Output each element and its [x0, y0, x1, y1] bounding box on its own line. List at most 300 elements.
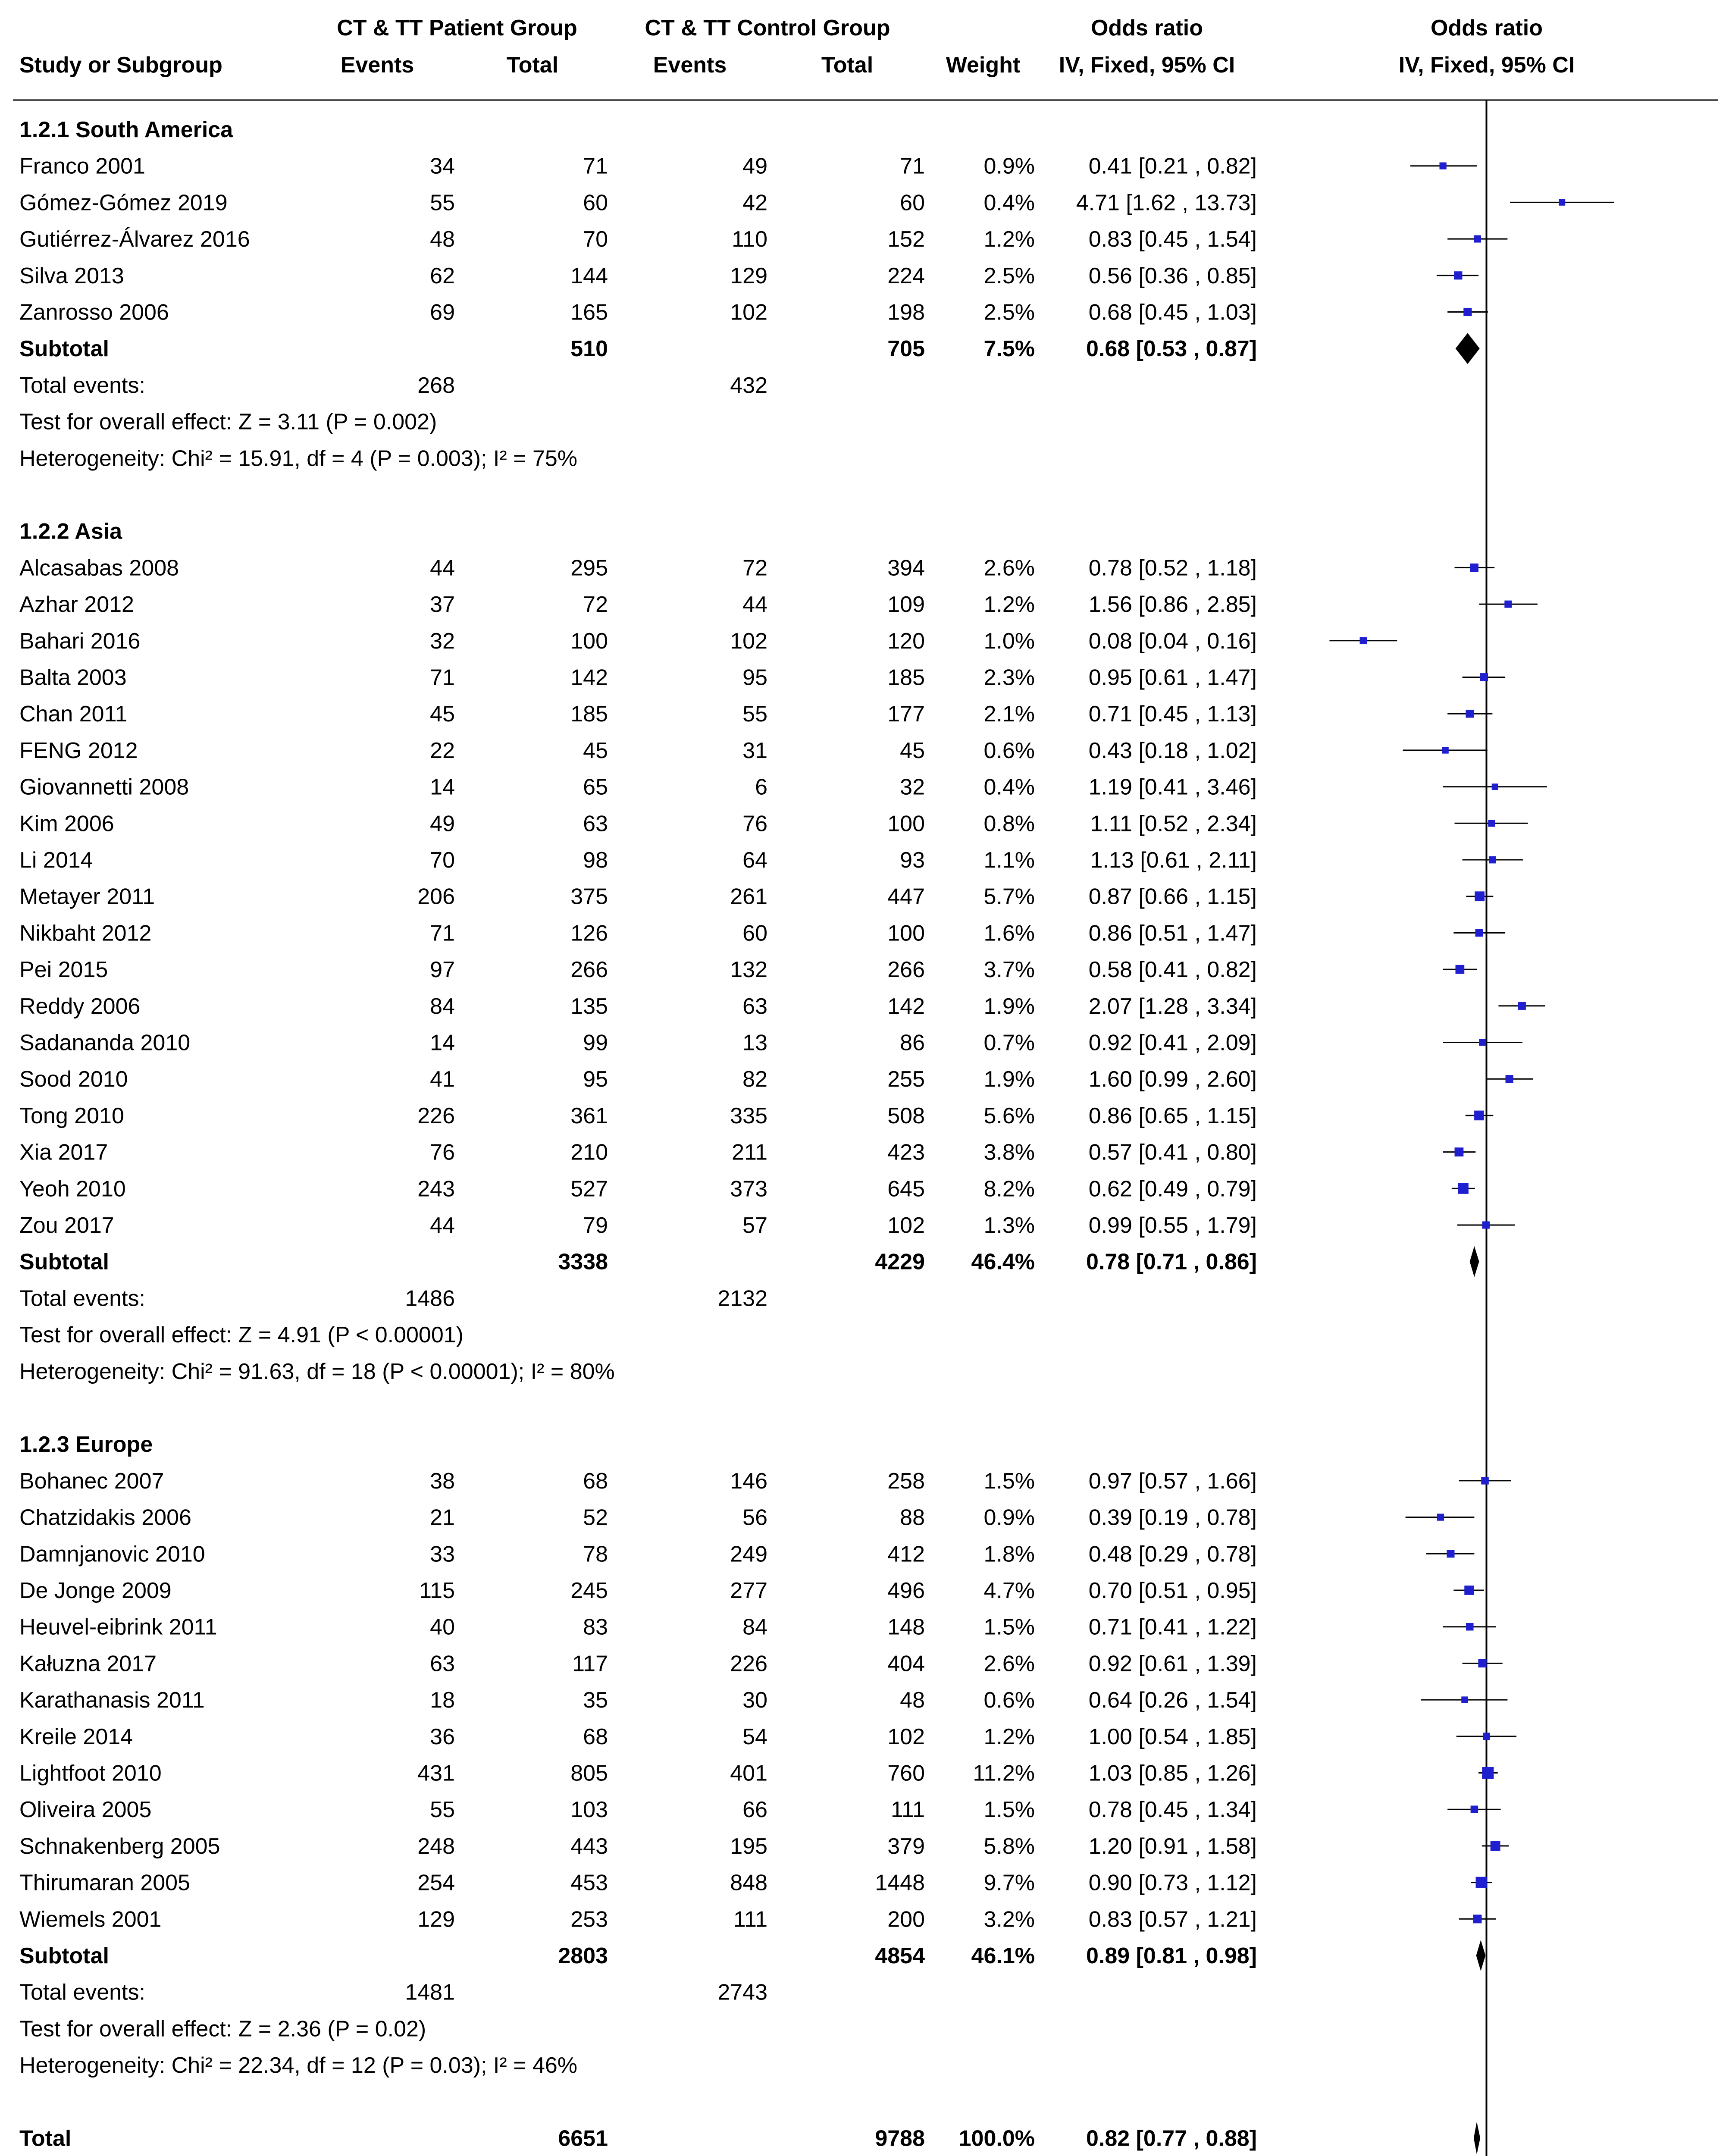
control-events: 31	[742, 738, 767, 763]
study-weight: 1.6%	[983, 921, 1035, 946]
study-name: Franco 2001	[19, 154, 145, 179]
patient-events: 254	[417, 1870, 455, 1896]
subtotal-diamond	[1456, 333, 1480, 364]
patient-total: 99	[583, 1030, 608, 1056]
control-events: 76	[742, 811, 767, 837]
study-odds-ratio: 0.86 [0.65 , 1.15]	[1088, 1103, 1257, 1128]
study-name: Yeoh 2010	[19, 1176, 126, 1202]
header-control-group: CT & TT Control Group	[645, 16, 890, 41]
control-events: 102	[730, 300, 767, 325]
study-weight: 2.6%	[983, 555, 1035, 581]
control-events: 49	[742, 154, 767, 179]
study-name: Lightfoot 2010	[19, 1761, 162, 1786]
patient-total: 185	[570, 702, 608, 727]
study-odds-ratio: 0.71 [0.45 , 1.13]	[1088, 702, 1257, 727]
control-events: 6	[755, 774, 767, 800]
patient-events: 55	[430, 1797, 455, 1823]
heterogeneity-text: Heterogeneity: Chi² = 22.34, df = 12 (P = 0.03); I² = 46%	[19, 2053, 578, 2078]
control-events: 102	[730, 628, 767, 654]
study-name: Kim 2006	[19, 811, 114, 837]
point-estimate	[1456, 965, 1465, 974]
study-odds-ratio: 0.78 [0.52 , 1.18]	[1088, 555, 1257, 581]
point-estimate	[1492, 783, 1498, 790]
control-events: 335	[730, 1103, 767, 1128]
study-name: Balta 2003	[19, 665, 127, 690]
point-estimate	[1491, 1841, 1500, 1851]
patient-total: 135	[570, 993, 608, 1019]
study-name: Heuvel-eibrink 2011	[19, 1614, 217, 1640]
control-total: 508	[887, 1103, 925, 1128]
control-events: 82	[742, 1067, 767, 1092]
patient-total: 245	[570, 1578, 608, 1603]
study-weight: 5.8%	[983, 1833, 1035, 1859]
total-events-control: 432	[730, 373, 767, 398]
study-name: Schnakenberg 2005	[19, 1833, 220, 1859]
study-name: Sadananda 2010	[19, 1030, 191, 1056]
patient-events: 243	[417, 1176, 455, 1202]
total-events-label: Total events:	[19, 1286, 145, 1311]
control-total: 100	[887, 811, 925, 837]
subtotal-diamond	[1476, 1940, 1486, 1971]
patient-events: 49	[430, 811, 455, 837]
study-odds-ratio: 0.90 [0.73 , 1.12]	[1088, 1870, 1257, 1896]
study-name: De Jonge 2009	[19, 1578, 172, 1603]
study-weight: 1.2%	[983, 592, 1035, 617]
point-estimate	[1481, 1477, 1489, 1485]
patient-events: 97	[430, 957, 455, 983]
study-odds-ratio: 1.03 [0.85 , 1.26]	[1088, 1761, 1257, 1786]
patient-total: 70	[583, 227, 608, 252]
study-weight: 2.5%	[983, 300, 1035, 325]
patient-total: 100	[570, 628, 608, 654]
study-name: Karathanasis 2011	[19, 1688, 205, 1713]
patient-events: 32	[430, 628, 455, 654]
point-estimate	[1471, 1805, 1478, 1813]
subgroup-title: 1.2.3 Europe	[19, 1432, 153, 1457]
patient-events: 41	[430, 1067, 455, 1092]
study-weight: 1.1%	[983, 848, 1035, 873]
control-total: 224	[887, 263, 925, 288]
patient-events: 44	[430, 1213, 455, 1238]
control-events: 226	[730, 1651, 767, 1677]
patient-total: 253	[570, 1907, 608, 1932]
control-total: 200	[887, 1907, 925, 1932]
study-name: Pei 2015	[19, 957, 108, 983]
study-weight: 1.9%	[983, 1067, 1035, 1092]
patient-total: 63	[583, 811, 608, 837]
control-total: 255	[887, 1067, 925, 1092]
subtotal-control-total: 4229	[875, 1249, 925, 1275]
study-name: Metayer 2011	[19, 884, 155, 909]
control-total: 496	[887, 1578, 925, 1603]
point-estimate	[1504, 601, 1512, 608]
header-total-patient: Total	[506, 53, 559, 78]
patient-events: 48	[430, 227, 455, 252]
study-odds-ratio: 0.99 [0.55 , 1.79]	[1088, 1213, 1257, 1238]
control-total: 645	[887, 1176, 925, 1202]
patient-events: 36	[430, 1724, 455, 1749]
control-events: 54	[742, 1724, 767, 1749]
point-estimate	[1478, 1659, 1486, 1667]
study-name: Chan 2011	[19, 702, 128, 727]
study-name: Chatzidakis 2006	[19, 1505, 191, 1530]
study-name: FENG 2012	[19, 738, 138, 763]
patient-events: 63	[430, 1651, 455, 1677]
study-weight: 1.2%	[983, 1724, 1035, 1749]
patient-events: 22	[430, 738, 455, 763]
point-estimate	[1440, 163, 1447, 169]
study-odds-ratio: 0.71 [0.41 , 1.22]	[1088, 1614, 1257, 1640]
study-odds-ratio: 0.62 [0.49 , 0.79]	[1088, 1176, 1257, 1202]
study-name: Damnjanovic 2010	[19, 1542, 205, 1567]
subtotal-label: Subtotal	[19, 336, 109, 362]
study-odds-ratio: 2.07 [1.28 , 3.34]	[1088, 993, 1257, 1019]
point-estimate	[1466, 1623, 1474, 1631]
subgroup-title: 1.2.2 Asia	[19, 519, 122, 544]
study-odds-ratio: 0.48 [0.29 , 0.78]	[1088, 1542, 1257, 1567]
patient-events: 431	[417, 1761, 455, 1786]
study-name: Kałuzna 2017	[19, 1651, 157, 1677]
control-events: 57	[742, 1213, 767, 1238]
control-events: 129	[730, 263, 767, 288]
control-total: 102	[887, 1213, 925, 1238]
study-name: Bohanec 2007	[19, 1468, 164, 1494]
patient-total: 295	[570, 555, 608, 581]
study-weight: 1.9%	[983, 993, 1035, 1019]
study-odds-ratio: 1.11 [0.52 , 2.34]	[1090, 811, 1257, 837]
patient-total: 35	[583, 1688, 608, 1713]
control-total: 111	[890, 1797, 925, 1823]
point-estimate	[1461, 1696, 1468, 1703]
point-estimate	[1455, 1147, 1464, 1156]
patient-total: 83	[583, 1614, 608, 1640]
study-weight: 0.6%	[983, 1688, 1035, 1713]
study-name: Xia 2017	[19, 1140, 108, 1165]
overall-effect-test: Test for overall effect: Z = 3.11 (P = 0.002)	[19, 409, 437, 435]
patient-events: 115	[419, 1578, 455, 1603]
study-name: Li 2014	[19, 848, 93, 873]
study-weight: 1.3%	[983, 1213, 1035, 1238]
subtotal-weight: 46.4%	[971, 1249, 1035, 1275]
patient-total: 65	[583, 774, 608, 800]
study-weight: 0.8%	[983, 811, 1035, 837]
study-weight: 1.2%	[983, 227, 1035, 252]
control-total: 266	[887, 957, 925, 983]
study-odds-ratio: 1.19 [0.41 , 3.46]	[1088, 774, 1257, 800]
study-weight: 0.4%	[983, 774, 1035, 800]
control-total: 1448	[875, 1870, 925, 1896]
study-name: Giovannetti 2008	[19, 774, 189, 800]
patient-events: 70	[430, 848, 455, 873]
total-label: Total	[19, 2126, 72, 2151]
patient-events: 71	[430, 921, 455, 946]
point-estimate	[1458, 1183, 1469, 1194]
study-odds-ratio: 0.41 [0.21 , 0.82]	[1088, 154, 1257, 179]
control-events: 373	[730, 1176, 767, 1202]
study-odds-ratio: 0.83 [0.45 , 1.54]	[1088, 227, 1257, 252]
control-total: 258	[887, 1468, 925, 1494]
patient-events: 14	[430, 774, 455, 800]
subtotal-odds-ratio: 0.68 [0.53 , 0.87]	[1086, 336, 1257, 362]
total-odds-ratio: 0.82 [0.77 , 0.88]	[1086, 2126, 1257, 2151]
patient-total: 165	[570, 300, 608, 325]
control-total: 142	[887, 993, 925, 1019]
patient-total: 144	[570, 263, 608, 288]
control-total: 71	[900, 154, 925, 179]
point-estimate	[1360, 637, 1367, 645]
control-events: 60	[742, 921, 767, 946]
control-total: 379	[887, 1833, 925, 1859]
control-events: 401	[730, 1761, 767, 1786]
control-events: 111	[733, 1907, 767, 1932]
control-total: 198	[887, 300, 925, 325]
total-events-patient: 268	[417, 373, 455, 398]
study-name: Nikbaht 2012	[19, 921, 152, 946]
control-events: 146	[730, 1468, 767, 1494]
header-study: Study or Subgroup	[19, 53, 222, 78]
header-or-method: IV, Fixed, 95% CI	[1059, 53, 1235, 78]
control-events: 42	[742, 190, 767, 216]
total-events-control: 2132	[717, 1286, 767, 1311]
patient-events: 226	[417, 1103, 455, 1128]
control-events: 848	[730, 1870, 767, 1896]
total-events-patient: 1486	[405, 1286, 455, 1311]
study-weight: 8.2%	[983, 1176, 1035, 1202]
subtotal-weight: 7.5%	[983, 336, 1035, 362]
point-estimate	[1482, 1221, 1490, 1228]
study-weight: 1.0%	[983, 628, 1035, 654]
control-total: 60	[900, 190, 925, 216]
patient-total: 453	[570, 1870, 608, 1896]
patient-events: 33	[430, 1542, 455, 1567]
study-weight: 9.7%	[983, 1870, 1035, 1896]
control-events: 110	[732, 227, 767, 252]
study-weight: 3.8%	[983, 1140, 1035, 1165]
patient-total: 103	[570, 1797, 608, 1823]
study-name: Reddy 2006	[19, 993, 141, 1019]
control-events: 56	[742, 1505, 767, 1530]
study-weight: 0.9%	[983, 154, 1035, 179]
study-weight: 0.7%	[983, 1030, 1035, 1056]
study-name: Alcasabas 2008	[19, 555, 179, 581]
control-total: 109	[887, 592, 925, 617]
patient-events: 45	[430, 702, 455, 727]
control-total: 447	[887, 884, 925, 909]
patient-events: 129	[417, 1907, 455, 1932]
total-diamond	[1474, 2122, 1480, 2155]
point-estimate	[1488, 820, 1495, 827]
study-name: Tong 2010	[19, 1103, 124, 1128]
study-weight: 1.5%	[983, 1797, 1035, 1823]
point-estimate	[1518, 1002, 1526, 1010]
study-weight: 5.7%	[983, 884, 1035, 909]
patient-total: 805	[570, 1761, 608, 1786]
patient-total: 361	[570, 1103, 608, 1128]
study-odds-ratio: 1.20 [0.91 , 1.58]	[1088, 1833, 1257, 1859]
study-weight: 2.5%	[983, 263, 1035, 288]
study-weight: 0.4%	[983, 190, 1035, 216]
control-total: 404	[887, 1651, 925, 1677]
point-estimate	[1470, 564, 1478, 572]
control-total: 760	[887, 1761, 925, 1786]
patient-total: 95	[583, 1067, 608, 1092]
patient-total: 78	[583, 1542, 608, 1567]
study-name: Sood 2010	[19, 1067, 128, 1092]
control-total: 394	[887, 555, 925, 581]
overall-effect-test: Test for overall effect: Z = 2.36 (P = 0.02)	[19, 2016, 426, 2042]
study-odds-ratio: 4.71 [1.62 , 13.73]	[1076, 190, 1257, 216]
study-weight: 5.6%	[983, 1103, 1035, 1128]
patient-events: 71	[430, 665, 455, 690]
heterogeneity-text: Heterogeneity: Chi² = 91.63, df = 18 (P < 0.00001); I² = 80%	[19, 1359, 615, 1384]
patient-total: 60	[583, 190, 608, 216]
point-estimate	[1482, 1767, 1494, 1779]
study-name: Kreile 2014	[19, 1724, 133, 1749]
control-total: 120	[887, 628, 925, 654]
study-weight: 4.7%	[983, 1578, 1035, 1603]
patient-total: 126	[570, 921, 608, 946]
point-estimate	[1475, 891, 1485, 901]
study-odds-ratio: 1.13 [0.61 , 2.11]	[1090, 848, 1257, 873]
control-events: 13	[742, 1030, 767, 1056]
study-odds-ratio: 0.43 [0.18 , 1.02]	[1088, 738, 1257, 763]
point-estimate	[1483, 1733, 1490, 1740]
control-events: 277	[730, 1578, 767, 1603]
header-or-method-plot: IV, Fixed, 95% CI	[1398, 53, 1575, 78]
study-odds-ratio: 0.95 [0.61 , 1.47]	[1088, 665, 1257, 690]
patient-events: 18	[430, 1688, 455, 1713]
control-total: 88	[900, 1505, 925, 1530]
total-events-control: 2743	[717, 1980, 767, 2005]
study-odds-ratio: 1.00 [0.54 , 1.85]	[1088, 1724, 1257, 1749]
subtotal-patient-total: 3338	[558, 1249, 608, 1275]
point-estimate	[1474, 235, 1481, 243]
study-odds-ratio: 0.08 [0.04 , 0.16]	[1088, 628, 1257, 654]
control-total: 177	[887, 702, 925, 727]
study-odds-ratio: 0.57 [0.41 , 0.80]	[1088, 1140, 1257, 1165]
study-weight: 2.1%	[983, 702, 1035, 727]
study-name: Zou 2017	[19, 1213, 114, 1238]
control-events: 44	[742, 592, 767, 617]
patient-total: 71	[583, 154, 608, 179]
point-estimate	[1437, 1514, 1444, 1520]
study-odds-ratio: 0.56 [0.36 , 0.85]	[1088, 263, 1257, 288]
control-events: 63	[742, 993, 767, 1019]
control-total: 32	[900, 774, 925, 800]
subtotal-control-total: 4854	[875, 1943, 925, 1968]
point-estimate	[1474, 1111, 1484, 1121]
patient-total: 45	[583, 738, 608, 763]
subtotal-odds-ratio: 0.89 [0.81 , 0.98]	[1086, 1943, 1257, 1968]
study-weight: 1.8%	[983, 1542, 1035, 1567]
patient-events: 55	[430, 190, 455, 216]
total-weight: 100.0%	[958, 2126, 1035, 2151]
subtotal-patient-total: 510	[570, 336, 608, 362]
study-name: Bahari 2016	[19, 628, 141, 654]
patient-total: 210	[570, 1140, 608, 1165]
study-odds-ratio: 1.60 [0.99 , 2.60]	[1088, 1067, 1257, 1092]
patient-total: 52	[583, 1505, 608, 1530]
patient-total: 266	[570, 957, 608, 983]
control-total: 86	[900, 1030, 925, 1056]
point-estimate	[1476, 1877, 1487, 1888]
point-estimate	[1479, 1039, 1486, 1046]
study-weight: 3.2%	[983, 1907, 1035, 1932]
header-odds-ratio: Odds ratio	[1090, 16, 1203, 41]
study-odds-ratio: 1.56 [0.86 , 2.85]	[1088, 592, 1257, 617]
subtotal-patient-total: 2803	[558, 1943, 608, 1968]
study-weight: 1.5%	[983, 1468, 1035, 1494]
patient-total: 72	[583, 592, 608, 617]
patient-events: 14	[430, 1030, 455, 1056]
subtotal-odds-ratio: 0.78 [0.71 , 0.86]	[1086, 1249, 1257, 1275]
patient-events: 62	[430, 263, 455, 288]
point-estimate	[1473, 1915, 1481, 1923]
study-weight: 0.9%	[983, 1505, 1035, 1530]
patient-events: 37	[430, 592, 455, 617]
patient-total: 142	[570, 665, 608, 690]
header-events-patient: Events	[340, 53, 414, 78]
patient-total: 68	[583, 1468, 608, 1494]
study-odds-ratio: 0.78 [0.45 , 1.34]	[1088, 1797, 1257, 1823]
header-total-control: Total	[821, 53, 874, 78]
point-estimate	[1442, 747, 1448, 753]
study-name: Silva 2013	[19, 263, 124, 288]
subgroup-title: 1.2.1 South America	[19, 117, 233, 142]
control-events: 261	[730, 884, 767, 909]
control-events: 30	[742, 1688, 767, 1713]
study-weight: 3.7%	[983, 957, 1035, 983]
study-odds-ratio: 0.92 [0.41 , 2.09]	[1088, 1030, 1257, 1056]
patient-total: 68	[583, 1724, 608, 1749]
header-patient-group: CT & TT Patient Group	[337, 16, 577, 41]
control-events: 64	[742, 848, 767, 873]
patient-total: 527	[570, 1176, 608, 1202]
overall-effect-test: Test for overall effect: Z = 4.91 (P < 0.00001)	[19, 1322, 464, 1348]
header-weight: Weight	[946, 53, 1021, 78]
study-name: Wiemels 2001	[19, 1907, 162, 1932]
study-weight: 1.5%	[983, 1614, 1035, 1640]
control-events: 95	[742, 665, 767, 690]
study-odds-ratio: 0.68 [0.45 , 1.03]	[1088, 300, 1257, 325]
subtotal-diamond	[1470, 1246, 1479, 1277]
patient-events: 206	[417, 884, 455, 909]
study-name: Zanrosso 2006	[19, 300, 169, 325]
control-total: 423	[887, 1140, 925, 1165]
patient-events: 84	[430, 993, 455, 1019]
study-weight: 0.6%	[983, 738, 1035, 763]
total-events-label: Total events:	[19, 1980, 145, 2005]
study-name: Gutiérrez-Álvarez 2016	[19, 227, 250, 252]
patient-total: 117	[572, 1651, 608, 1677]
total-control-total: 9788	[875, 2126, 925, 2151]
control-events: 66	[742, 1797, 767, 1823]
study-name: Gómez-Gómez 2019	[19, 190, 228, 216]
control-events: 84	[742, 1614, 767, 1640]
point-estimate	[1489, 856, 1496, 864]
study-odds-ratio: 0.64 [0.26 , 1.54]	[1088, 1688, 1257, 1713]
point-estimate	[1463, 308, 1472, 316]
patient-total: 443	[570, 1833, 608, 1859]
point-estimate	[1559, 199, 1565, 206]
control-events: 249	[730, 1542, 767, 1567]
point-estimate	[1506, 1075, 1513, 1083]
control-total: 45	[900, 738, 925, 763]
study-odds-ratio: 0.70 [0.51 , 0.95]	[1088, 1578, 1257, 1603]
patient-events: 34	[430, 154, 455, 179]
study-weight: 2.6%	[983, 1651, 1035, 1677]
control-events: 211	[732, 1140, 767, 1165]
